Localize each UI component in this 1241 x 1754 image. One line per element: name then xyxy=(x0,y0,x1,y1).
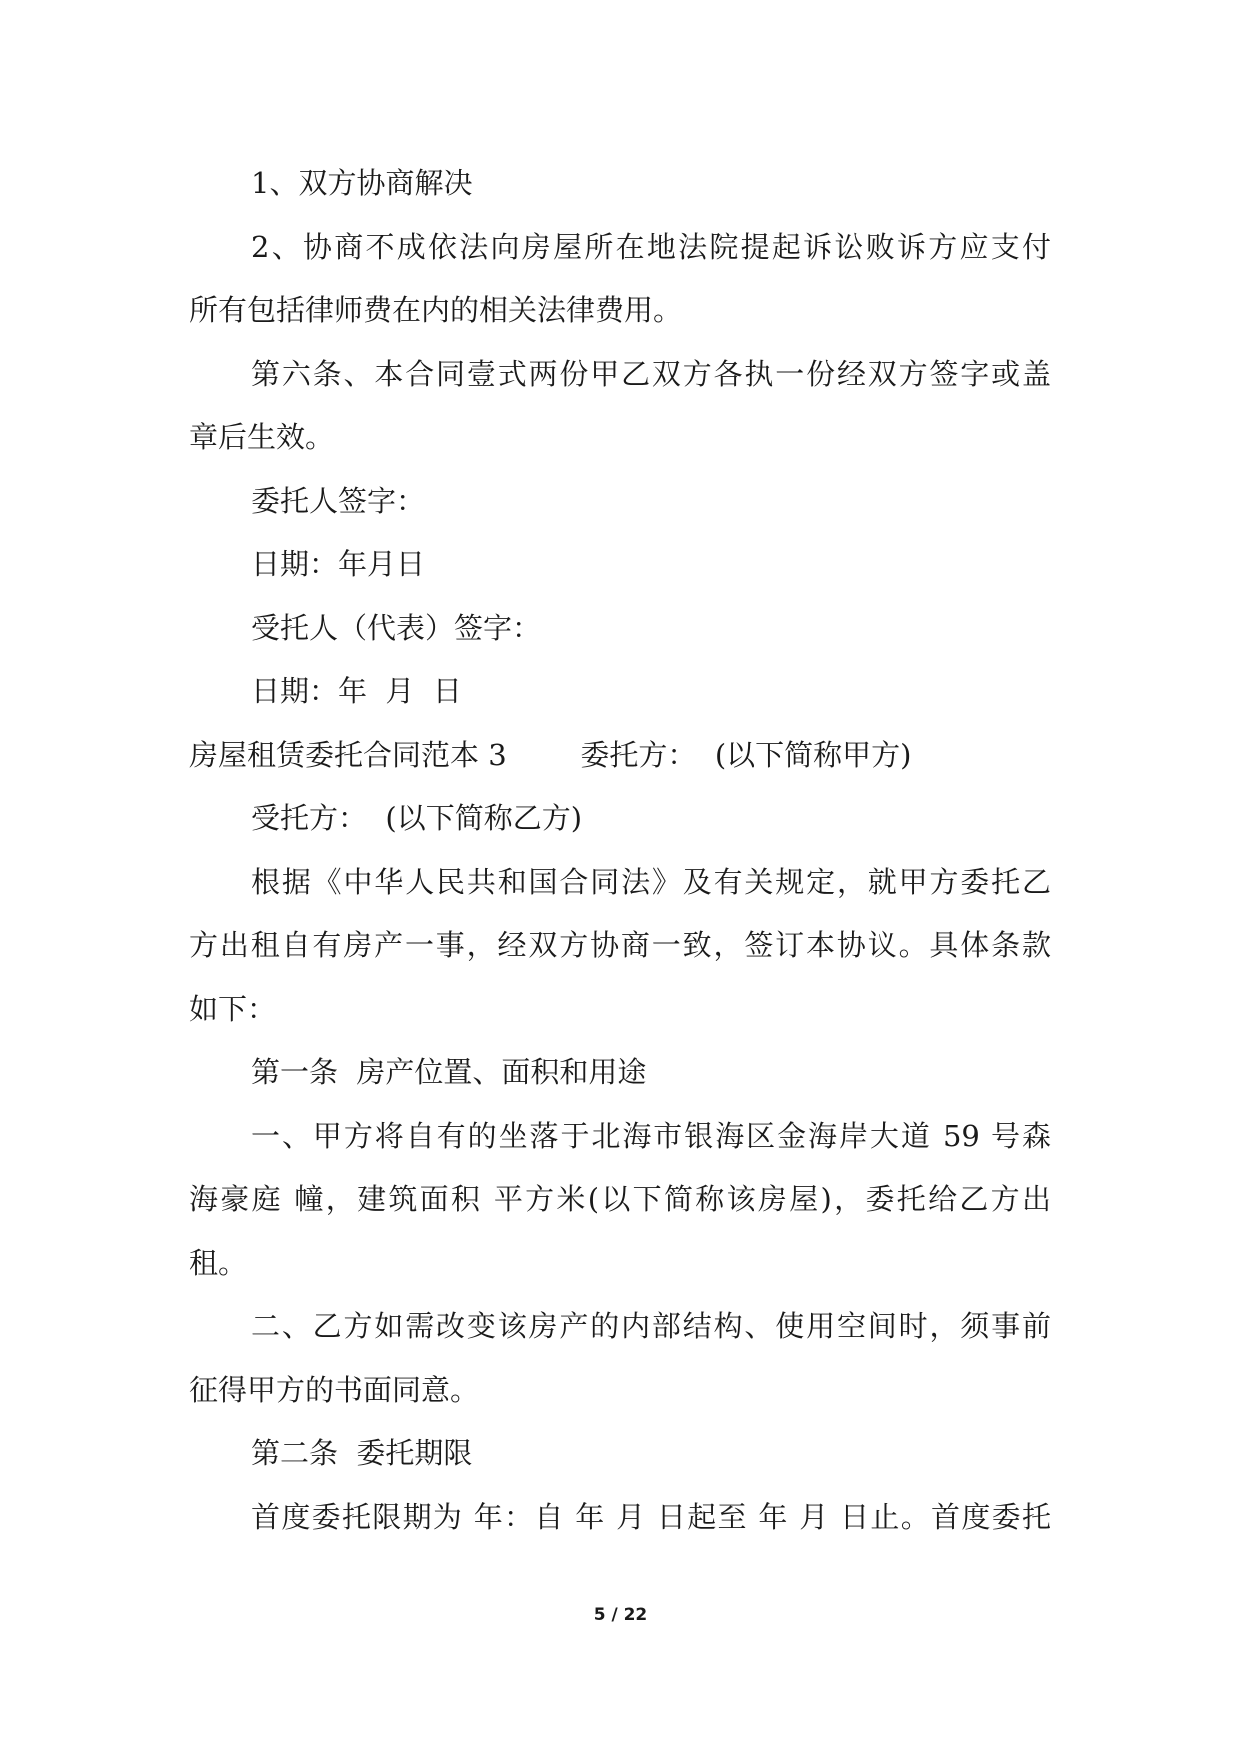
principal-date-line: 日期：年月日 xyxy=(251,547,426,581)
agent-signature-line: 受托人（代表）签字： xyxy=(251,611,542,645)
preamble-line-2: 方出租自有房产一事，经双方协商一致，签订本协议。具体条款 xyxy=(189,928,1051,962)
article-1-item-2-line-2: 征得甲方的书面同意。 xyxy=(189,1373,480,1407)
preamble-line-3: 如下： xyxy=(189,992,277,1026)
trustee-line: 受托方： (以下简称乙方) xyxy=(251,801,583,835)
clause-line-1: 1、双方协商解决 xyxy=(251,166,473,200)
contract-title-line: 房屋租赁委托合同范本 3 委托方： (以下简称甲方) xyxy=(189,738,912,772)
preamble-line-1: 根据《中华人民共和国合同法》及有关规定，就甲方委托乙 xyxy=(251,865,1051,899)
article-1-item-2-line-1: 二、乙方如需改变该房产的内部结构、使用空间时，须事前 xyxy=(251,1309,1051,1343)
article-6-line: 第六条、本合同壹式两份甲乙双方各执一份经双方签字或盖 xyxy=(251,357,1051,391)
article-2-line-1: 首度委托限期为 年：自 年 月 日起至 年 月 日止。首度委托 xyxy=(251,1500,1051,1534)
article-1-item-1-line-2: 海豪庭 幢，建筑面积 平方米(以下简称该房屋)，委托给乙方出 xyxy=(189,1182,1051,1216)
article-1-item-1-line-3: 租。 xyxy=(189,1246,248,1280)
article-6-cont: 章后生效。 xyxy=(189,420,335,454)
principal-signature-line: 委托人签字： xyxy=(251,484,426,518)
clause-line-2-cont: 所有包括律师费在内的相关法律费用。 xyxy=(189,293,683,327)
clause-line-2: 2、协商不成依法向房屋所在地法院提起诉讼败诉方应支付 xyxy=(251,230,1051,264)
agent-date-line: 日期：年 月 日 xyxy=(251,674,462,708)
article-1-item-1-line-1: 一、甲方将自有的坐落于北海市银海区金海岸大道 59 号森 xyxy=(251,1119,1051,1153)
article-2-heading: 第二条 委托期限 xyxy=(251,1436,473,1470)
article-1-heading: 第一条 房产位置、面积和用途 xyxy=(251,1055,647,1089)
page-number: 5 / 22 xyxy=(593,1605,648,1625)
